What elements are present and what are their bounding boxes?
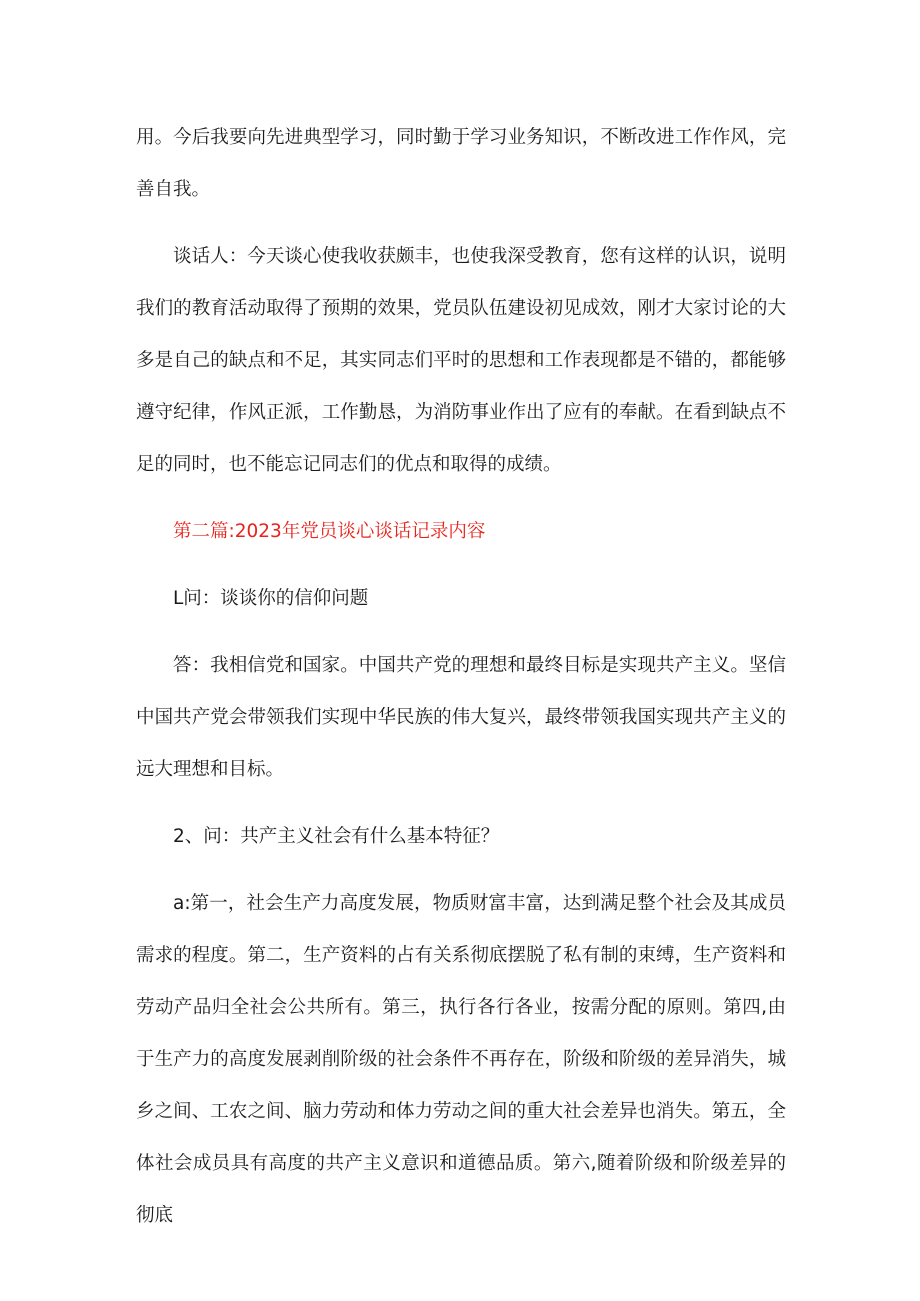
document-page (136, 112, 786, 1242)
paragraph-continuation: 用。今后我要向先进典型学习，同时勤于学习业务知识，不断改进工作作风，完善自我。 (136, 127, 786, 200)
question-1: L问：谈谈你的信仰问题 (173, 588, 369, 609)
question-2: 2、问：共产主义社会有什么基本特征？ (173, 826, 500, 847)
section-heading: 第二篇:2023年党员谈心谈话记录内容 (173, 521, 486, 542)
answer-1: 答：我相信党和国家。中国共产党的理想和最终目标是实现共产主义。坚信中国共产党会带领我们实现中华民族的伟大复兴，最终带领我国实现共产主义的远大理想和目标。 (136, 655, 786, 780)
answer-2: a:第一，社会生产力高度发展，物质财富丰富，达到满足整个社会及其成员需求的程度。第二，生产资料的占有关系彻底摆脱了私有制的束缚，生产资料和劳动产品归全社会公共所有。第三，执行各行各业，按需分配的原则。第四,由于生产力的高度发展剥削阶级的社会条件不再存在，阶级和阶级的差异消失，城乡之间、工农之间、脑力劳动和体力劳动之间的重大社会差异也消失。第五，全体社会成员具有高度的共产主义意识和道德品质。第六,随着阶级和阶级差异的彻底 (136, 893, 786, 1226)
paragraph-speaker-reply: 谈话人：今天谈心使我收获颇丰，也使我深受教育，您有这样的认识，说明我们的教育活动取得了预期的效果，党员队伍建设初见成效，刚才大家讨论的大多是自己的缺点和不足，其实同志们平时的思想和工作表现都是不错的，都能够遵守纪律，作风正派，工作勤恳，为消防事业作出了应有的奉献。在看到缺点不足的同时，也不能忘记同志们的优点和取得的成绩。 (136, 246, 786, 475)
